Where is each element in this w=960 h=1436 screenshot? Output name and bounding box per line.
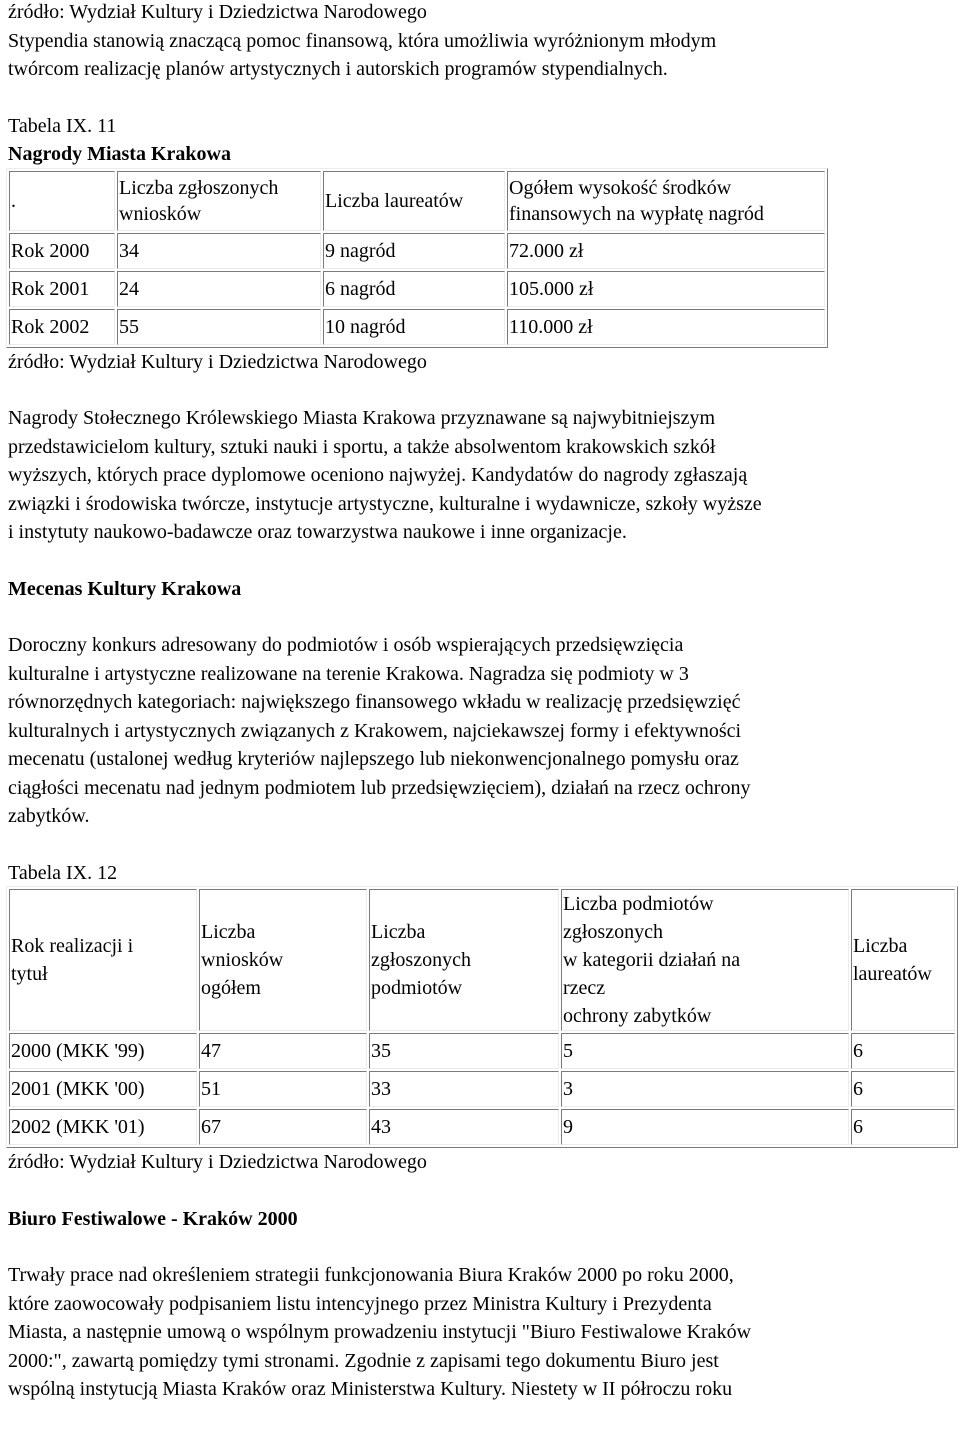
table-cell: 24 xyxy=(117,271,321,307)
header-line: wniosków xyxy=(119,202,202,225)
table-label: Tabela IX. 12 xyxy=(8,861,118,884)
paragraph-line: kulturalne i artystyczne realizowane na terenie Krakowa. Nagradza się podmioty w 3 xyxy=(8,662,689,685)
table-cell: 9 xyxy=(561,1109,849,1145)
table-cell: 72.000 zł xyxy=(507,233,825,269)
table-cell: 6 xyxy=(851,1071,955,1107)
table-cell: 2000 (MKK '99) xyxy=(9,1033,197,1069)
header-cell xyxy=(369,889,559,1031)
table-cell: 35 xyxy=(369,1033,559,1069)
table-nagrody-miasta xyxy=(6,168,828,348)
header-cell xyxy=(199,889,367,1031)
paragraph-line: równorzędnych kategoriach: największego finansowego wkładu w realizację przedsięwzięć xyxy=(8,691,741,713)
paragraph-line: Nagrody Stołecznego Królewskiego Miasta Krakowa przyznawane są najwybitniejszym xyxy=(8,407,716,429)
header-line: rzecz xyxy=(563,977,606,999)
header-line: ogółem xyxy=(201,977,261,999)
table-cell: 110.000 zł xyxy=(507,309,825,345)
paragraph-line: związki i środowiska twórcze, instytucje artystyczne, kulturalne i wydawnicze, szkoły wyższe xyxy=(8,492,762,515)
table-header-row xyxy=(9,171,825,231)
paragraph-line: kulturalnych i artystycznych związanych z Krakowem, najciekawszej formy i efektywności xyxy=(8,719,742,742)
table-cell: 6 xyxy=(851,1109,955,1145)
paragraph-line: zabytków. xyxy=(8,805,90,827)
table-cell: 47 xyxy=(199,1033,367,1069)
table-cell: Rok 2002 xyxy=(9,309,115,345)
header-cell xyxy=(507,171,825,231)
paragraph-line: Stypendia stanowią znaczącą pomoc finansową, która umożliwia wyróżnionym młodym xyxy=(8,29,717,52)
header-line: zgłoszonych xyxy=(563,921,663,943)
header-line: ochrony zabytków xyxy=(563,1005,712,1027)
table-cell: 105.000 zł xyxy=(507,271,825,307)
table-row xyxy=(9,1071,955,1107)
header-line: tytuł xyxy=(11,963,48,985)
table-cell: Rok 2000 xyxy=(9,233,115,269)
paragraph-line: przedstawicielom kultury, sztuki nauki i sportu, a także absolwentom krakowskich szkół xyxy=(8,435,716,458)
paragraph-line: ciągłości mecenatu nad jednym podmiotem lub przedsięwzięciem), działań na rzecz ochrony xyxy=(8,776,751,799)
table-cell: 9 nagród xyxy=(323,233,505,269)
header-line: Ogółem wysokość środków xyxy=(509,176,732,199)
table-row xyxy=(9,309,825,345)
table-title: Nagrody Miasta Krakowa xyxy=(8,143,231,165)
paragraph-line: mecenatu (ustalonej według kryteriów najlepszego lub niekonwencjonalnego pomysłu oraz xyxy=(8,748,739,770)
header-line: wniosków xyxy=(201,949,284,971)
header-cell xyxy=(117,171,321,231)
header-cell xyxy=(9,889,197,1031)
table-cell: 67 xyxy=(199,1109,367,1145)
header-line: Liczba xyxy=(853,935,908,957)
table-cell: 51 xyxy=(199,1071,367,1107)
section-heading: Biuro Festiwalowe - Kraków 2000 xyxy=(8,1207,298,1230)
table-mecenas-kultury xyxy=(6,886,958,1148)
paragraph-line: wspólną instytucją Miasta Kraków oraz Ministerstwa Kultury. Niestety w II półroczu roku xyxy=(8,1378,733,1400)
paragraph-line: Miasta, a następnie umową o wspólnym prowadzeniu instytucji "Biuro Festiwalowe Kraków xyxy=(8,1321,752,1343)
table-cell: 33 xyxy=(369,1071,559,1107)
header-line: Liczba zgłoszonych xyxy=(119,176,279,199)
table-label: Tabela IX. 11 xyxy=(8,114,117,137)
paragraph-line: wyższych, których prace dyplomowe oceniono najwyżej. Kandydatów do nagrody zgłaszają xyxy=(8,464,748,486)
table-cell: 5 xyxy=(561,1033,849,1069)
source-note: źródło: Wydział Kultury i Dziedzictwa Narodowego xyxy=(8,1151,427,1173)
header-line: Rok realizacji i xyxy=(11,935,134,957)
paragraph-line: Doroczny konkurs adresowany do podmiotów i osób wspierających przedsięwzięcia xyxy=(8,634,684,656)
table-row xyxy=(9,233,825,269)
table-cell: 10 nagród xyxy=(323,309,505,345)
header-line: Liczba xyxy=(371,921,426,943)
table-cell: 43 xyxy=(369,1109,559,1145)
table-row xyxy=(9,271,825,307)
paragraph-line: Trwały prace nad określeniem strategii funkcjonowania Biura Kraków 2000 po roku 2000, xyxy=(8,1264,734,1286)
header-line: finansowych na wypłatę nagród xyxy=(509,202,764,225)
table-cell: 6 nagród xyxy=(323,271,505,307)
header-cell: . xyxy=(9,171,115,231)
header-cell xyxy=(851,889,955,1031)
document-page xyxy=(8,0,956,1404)
paragraph-line: i instytuty naukowo-badawcze oraz towarzystwa naukowe i inne organizacje. xyxy=(8,521,627,543)
table-cell: 55 xyxy=(117,309,321,345)
section-heading: Mecenas Kultury Krakowa xyxy=(8,577,242,600)
table-cell: 2002 (MKK '01) xyxy=(9,1109,197,1145)
table-row xyxy=(9,1033,955,1069)
header-cell xyxy=(561,889,849,1031)
table-cell: 34 xyxy=(117,233,321,269)
source-note: źródło: Wydział Kultury i Dziedzictwa Narodowego xyxy=(8,1,427,23)
header-line: Liczba podmiotów xyxy=(563,893,714,915)
table-cell: 6 xyxy=(851,1033,955,1069)
table-row xyxy=(9,1109,955,1145)
header-line: Liczba xyxy=(201,921,256,943)
header-line: w kategorii działań na xyxy=(563,949,741,971)
table-header-row xyxy=(9,889,955,1031)
table-cell: 3 xyxy=(561,1071,849,1107)
paragraph-line: twórcom realizację planów artystycznych i autorskich programów stypendialnych. xyxy=(8,58,668,80)
header-line: laureatów xyxy=(853,963,932,985)
source-note: źródło: Wydział Kultury i Dziedzictwa Narodowego xyxy=(8,350,427,373)
header-cell: Liczba laureatów xyxy=(323,171,505,231)
paragraph-line: 2000:", zawartą pomiędzy tymi stronami. Zgodnie z zapisami tego dokumentu Biuro jest xyxy=(8,1349,719,1372)
header-line: podmiotów xyxy=(371,977,463,999)
table-cell: Rok 2001 xyxy=(9,271,115,307)
paragraph-line: które zaowocowały podpisaniem listu intencyjnego przez Ministra Kultury i Prezydenta xyxy=(8,1292,712,1315)
table-cell: 2001 (MKK '00) xyxy=(9,1071,197,1107)
header-line: zgłoszonych xyxy=(371,949,471,971)
